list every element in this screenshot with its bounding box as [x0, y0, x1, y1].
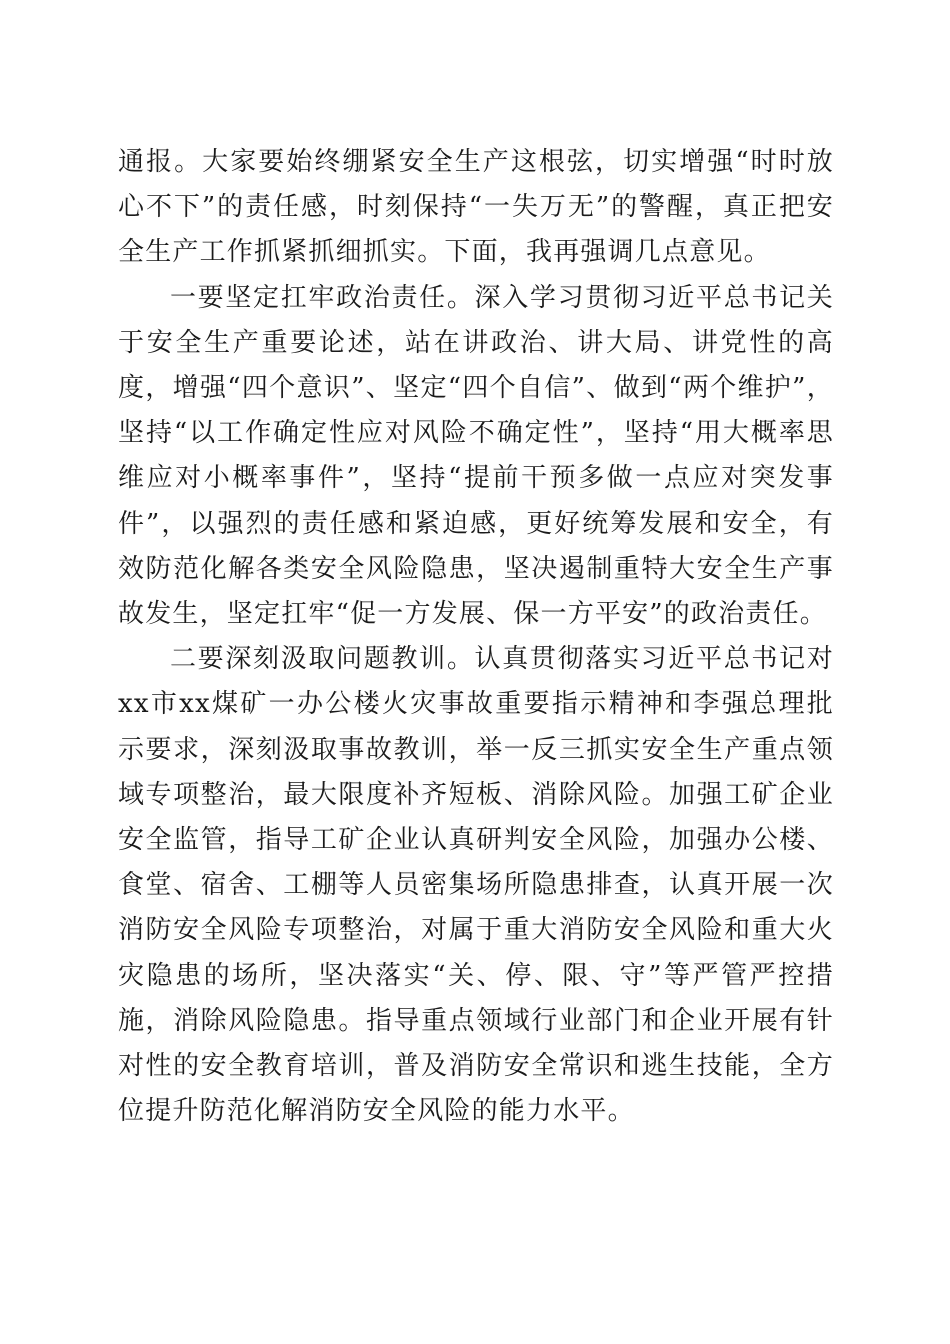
paragraph-continuation: 通报。大家要始终绷紧安全生产这根弦，切实增强“时时放心不下”的责任感，时刻保持“一失万无”的警醒，真正把安全生产工作抓紧抓细抓实。下面，我再强调几点意见。: [118, 147, 834, 268]
document-body: [118, 140, 834, 1134]
paragraph-point-two: 二要深刻汲取问题教训。认真贯彻落实习近平总书记对xx市xx煤矿一办公楼火灾事故重要指示精神和李强总理批示要求，深刻汲取事故教训，举一反三抓实安全生产重点领域专项整治，最大限度补齐短板、消除风险。加强工矿企业安全监管，指导工矿企业认真研判安全风险，加强办公楼、食堂、宿舍、工棚等人员密集场所隐患排查，认真开展一次消防安全风险专项整治，对属于重大消防安全风险和重大火灾隐患的场所，坚决落实“关、停、限、守”等严管严控措施，消除风险隐患。指导重点领域行业部门和企业开展有针对性的安全教育培训，普及消防安全常识和逃生技能，全方位提升防范化解消防安全风险的能力水平。: [118, 644, 834, 1127]
paragraph-point-one: 一要坚定扛牢政治责任。深入学习贯彻习近平总书记关于安全生产重要论述，站在讲政治、讲大局、讲党性的高度，增强“四个意识”、坚定“四个自信”、做到“两个维护”，坚持“以工作确定性应对风险不确定性”，坚持“用大概率思维应对小概率事件”，坚持“提前干预多做一点应对突发事件”，以强烈的责任感和紧迫感，更好统筹发展和安全，有效防范化解各类安全风险隐患，坚决遏制重特大安全生产事故发生，坚定扛牢“促一方发展、保一方平安”的政治责任。: [118, 282, 834, 630]
